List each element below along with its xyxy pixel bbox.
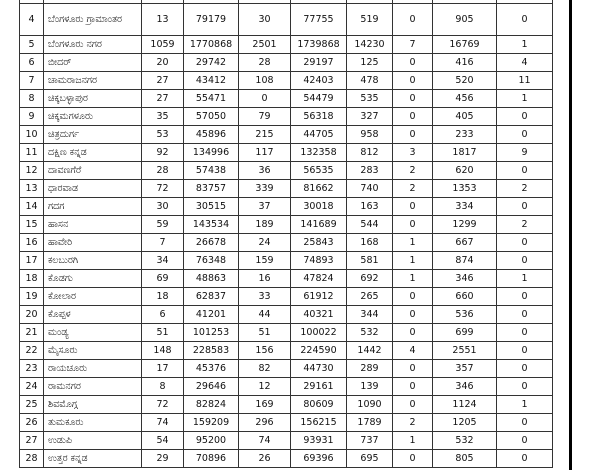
serial-number-cell: 23 — [20, 360, 44, 378]
value-cell: 0 — [497, 414, 553, 432]
table-row — [20, 234, 553, 252]
value-cell: 163 — [347, 198, 393, 216]
value-cell: 29646 — [184, 378, 239, 396]
value-cell: 1090 — [347, 396, 393, 414]
table-row — [20, 270, 553, 288]
value-cell: 74893 — [291, 252, 347, 270]
value-cell: 1353 — [433, 180, 497, 198]
value-cell: 2551 — [433, 342, 497, 360]
value-cell: 70896 — [184, 450, 239, 468]
value-cell: 344 — [347, 306, 393, 324]
value-cell: 0 — [497, 432, 553, 450]
value-cell: 233 — [433, 126, 497, 144]
serial-number-cell: 14 — [20, 198, 44, 216]
value-cell: 125 — [347, 54, 393, 72]
value-cell: 1299 — [433, 216, 497, 234]
value-cell: 265 — [347, 288, 393, 306]
value-cell: 40321 — [291, 306, 347, 324]
value-cell: 20 — [142, 54, 184, 72]
value-cell: 0 — [497, 4, 553, 36]
value-cell: 29161 — [291, 378, 347, 396]
value-cell: 1739868 — [291, 36, 347, 54]
serial-number-cell: 12 — [20, 162, 44, 180]
value-cell: 0 — [497, 234, 553, 252]
value-cell: 1059 — [142, 36, 184, 54]
value-cell: 17 — [142, 360, 184, 378]
value-cell: 0 — [497, 450, 553, 468]
value-cell: 0 — [239, 90, 291, 108]
serial-number-cell: 4 — [20, 4, 44, 36]
value-cell: 156 — [239, 342, 291, 360]
table-row — [20, 360, 553, 378]
value-cell: 9 — [497, 144, 553, 162]
value-cell: 30018 — [291, 198, 347, 216]
value-cell: 0 — [393, 108, 433, 126]
district-name-cell: ಚಿಕ್ಕಬಳ್ಳಾಪುರ — [44, 90, 142, 108]
value-cell: 44705 — [291, 126, 347, 144]
value-cell: 11 — [497, 72, 553, 90]
value-cell: 215 — [239, 126, 291, 144]
value-cell: 283 — [347, 162, 393, 180]
value-cell: 0 — [497, 108, 553, 126]
value-cell: 620 — [433, 162, 497, 180]
value-cell: 1 — [497, 90, 553, 108]
serial-number-cell: 6 — [20, 54, 44, 72]
value-cell: 24 — [239, 234, 291, 252]
district-name-cell: ದಾವಣಗೆರೆ — [44, 162, 142, 180]
value-cell: 45376 — [184, 360, 239, 378]
value-cell: 0 — [393, 378, 433, 396]
value-cell: 0 — [393, 396, 433, 414]
value-cell: 535 — [347, 90, 393, 108]
value-cell: 25843 — [291, 234, 347, 252]
value-cell: 6 — [142, 306, 184, 324]
value-cell: 76348 — [184, 252, 239, 270]
value-cell: 1124 — [433, 396, 497, 414]
district-name-cell: ರಾಮನಗರ — [44, 378, 142, 396]
value-cell: 44730 — [291, 360, 347, 378]
value-cell: 532 — [347, 324, 393, 342]
value-cell: 16769 — [433, 36, 497, 54]
value-cell: 1 — [393, 234, 433, 252]
value-cell: 134996 — [184, 144, 239, 162]
value-cell: 296 — [239, 414, 291, 432]
value-cell: 80609 — [291, 396, 347, 414]
district-name-cell: ಹಾವೇರಿ — [44, 234, 142, 252]
serial-number-cell: 13 — [20, 180, 44, 198]
value-cell: 132358 — [291, 144, 347, 162]
value-cell: 34 — [142, 252, 184, 270]
value-cell: 0 — [393, 72, 433, 90]
table-row — [20, 108, 553, 126]
table-row — [20, 306, 553, 324]
value-cell: 45896 — [184, 126, 239, 144]
value-cell: 544 — [347, 216, 393, 234]
serial-number-cell: 28 — [20, 450, 44, 468]
value-cell: 18 — [142, 288, 184, 306]
value-cell: 54479 — [291, 90, 347, 108]
value-cell: 56318 — [291, 108, 347, 126]
value-cell: 42403 — [291, 72, 347, 90]
district-name-cell: ಉತ್ತರ ಕನ್ನಡ — [44, 450, 142, 468]
value-cell: 69 — [142, 270, 184, 288]
table-row — [20, 144, 553, 162]
value-cell: 0 — [393, 54, 433, 72]
value-cell: 0 — [393, 360, 433, 378]
value-cell: 54 — [142, 432, 184, 450]
serial-number-cell: 17 — [20, 252, 44, 270]
value-cell: 168 — [347, 234, 393, 252]
district-name-cell: ಗದಗ — [44, 198, 142, 216]
value-cell: 695 — [347, 450, 393, 468]
value-cell: 660 — [433, 288, 497, 306]
serial-number-cell: 11 — [20, 144, 44, 162]
value-cell: 169 — [239, 396, 291, 414]
value-cell: 0 — [393, 90, 433, 108]
district-name-cell: ಕೊಪ್ಪಳ — [44, 306, 142, 324]
district-name-cell: ಧಾರವಾಡ — [44, 180, 142, 198]
value-cell: 28 — [142, 162, 184, 180]
district-name-cell: ಚಾಮರಾಜನಗರ — [44, 72, 142, 90]
value-cell: 519 — [347, 4, 393, 36]
value-cell: 416 — [433, 54, 497, 72]
value-cell: 1 — [393, 270, 433, 288]
value-cell: 16 — [239, 270, 291, 288]
serial-number-cell: 8 — [20, 90, 44, 108]
value-cell: 55471 — [184, 90, 239, 108]
value-cell: 224590 — [291, 342, 347, 360]
district-name-cell: ಮೈಸೂರು — [44, 342, 142, 360]
serial-number-cell: 5 — [20, 36, 44, 54]
value-cell: 0 — [393, 4, 433, 36]
serial-number-cell: 7 — [20, 72, 44, 90]
value-cell: 0 — [393, 324, 433, 342]
value-cell: 29 — [142, 450, 184, 468]
value-cell: 79179 — [184, 4, 239, 36]
value-cell: 346 — [433, 270, 497, 288]
value-cell: 101253 — [184, 324, 239, 342]
value-cell: 30 — [142, 198, 184, 216]
table-row — [20, 324, 553, 342]
value-cell: 117 — [239, 144, 291, 162]
value-cell: 0 — [497, 378, 553, 396]
value-cell: 141689 — [291, 216, 347, 234]
value-cell: 37 — [239, 198, 291, 216]
value-cell: 61912 — [291, 288, 347, 306]
value-cell: 57438 — [184, 162, 239, 180]
value-cell: 405 — [433, 108, 497, 126]
table-row — [20, 90, 553, 108]
value-cell: 532 — [433, 432, 497, 450]
value-cell: 74 — [142, 414, 184, 432]
table-row — [20, 216, 553, 234]
value-cell: 1 — [393, 432, 433, 450]
value-cell: 2 — [393, 180, 433, 198]
value-cell: 36 — [239, 162, 291, 180]
value-cell: 8 — [142, 378, 184, 396]
value-cell: 2 — [393, 414, 433, 432]
value-cell: 57050 — [184, 108, 239, 126]
district-name-cell: ರಾಯಚೂರು — [44, 360, 142, 378]
value-cell: 3 — [393, 144, 433, 162]
district-name-cell: ಕಲಬುರಗಿ — [44, 252, 142, 270]
value-cell: 189 — [239, 216, 291, 234]
value-cell: 478 — [347, 72, 393, 90]
value-cell: 357 — [433, 360, 497, 378]
serial-number-cell: 27 — [20, 432, 44, 450]
table-row — [20, 414, 553, 432]
value-cell: 339 — [239, 180, 291, 198]
value-cell: 2 — [393, 162, 433, 180]
table-row — [20, 396, 553, 414]
value-cell: 77755 — [291, 4, 347, 36]
vertical-rule — [569, 0, 572, 470]
value-cell: 29197 — [291, 54, 347, 72]
value-cell: 0 — [497, 360, 553, 378]
table-row — [20, 378, 553, 396]
value-cell: 69396 — [291, 450, 347, 468]
value-cell: 27 — [142, 72, 184, 90]
value-cell: 72 — [142, 180, 184, 198]
value-cell: 1205 — [433, 414, 497, 432]
value-cell: 1 — [497, 36, 553, 54]
value-cell: 35 — [142, 108, 184, 126]
value-cell: 2501 — [239, 36, 291, 54]
value-cell: 289 — [347, 360, 393, 378]
value-cell: 26 — [239, 450, 291, 468]
value-cell: 56535 — [291, 162, 347, 180]
value-cell: 72 — [142, 396, 184, 414]
value-cell: 4 — [497, 54, 553, 72]
value-cell: 0 — [497, 306, 553, 324]
district-name-cell: ತುಮಕೂರು — [44, 414, 142, 432]
value-cell: 93931 — [291, 432, 347, 450]
value-cell: 29742 — [184, 54, 239, 72]
value-cell: 143534 — [184, 216, 239, 234]
value-cell: 30515 — [184, 198, 239, 216]
value-cell: 0 — [497, 342, 553, 360]
value-cell: 812 — [347, 144, 393, 162]
serial-number-cell: 15 — [20, 216, 44, 234]
value-cell: 1442 — [347, 342, 393, 360]
value-cell: 28 — [239, 54, 291, 72]
value-cell: 100022 — [291, 324, 347, 342]
value-cell: 81662 — [291, 180, 347, 198]
value-cell: 0 — [393, 126, 433, 144]
table-row — [20, 126, 553, 144]
value-cell: 874 — [433, 252, 497, 270]
value-cell: 82 — [239, 360, 291, 378]
value-cell: 51 — [239, 324, 291, 342]
serial-number-cell: 24 — [20, 378, 44, 396]
serial-number-cell: 20 — [20, 306, 44, 324]
table-row — [20, 450, 553, 468]
value-cell: 0 — [497, 198, 553, 216]
value-cell: 1770868 — [184, 36, 239, 54]
serial-number-cell: 19 — [20, 288, 44, 306]
district-name-cell: ಕೋಲಾರ — [44, 288, 142, 306]
value-cell: 156215 — [291, 414, 347, 432]
serial-number-cell: 18 — [20, 270, 44, 288]
value-cell: 27 — [142, 90, 184, 108]
value-cell: 95200 — [184, 432, 239, 450]
value-cell: 740 — [347, 180, 393, 198]
value-cell: 0 — [497, 162, 553, 180]
value-cell: 327 — [347, 108, 393, 126]
value-cell: 48863 — [184, 270, 239, 288]
value-cell: 43412 — [184, 72, 239, 90]
value-cell: 0 — [393, 216, 433, 234]
serial-number-cell: 16 — [20, 234, 44, 252]
value-cell: 520 — [433, 72, 497, 90]
value-cell: 14230 — [347, 36, 393, 54]
district-data-table — [19, 0, 553, 468]
value-cell: 0 — [497, 252, 553, 270]
value-cell: 44 — [239, 306, 291, 324]
value-cell: 1 — [393, 252, 433, 270]
serial-number-cell: 25 — [20, 396, 44, 414]
value-cell: 0 — [393, 306, 433, 324]
value-cell: 0 — [497, 126, 553, 144]
value-cell: 667 — [433, 234, 497, 252]
table-row — [20, 4, 553, 36]
value-cell: 1789 — [347, 414, 393, 432]
serial-number-cell: 21 — [20, 324, 44, 342]
value-cell: 30 — [239, 4, 291, 36]
value-cell: 699 — [433, 324, 497, 342]
value-cell: 82824 — [184, 396, 239, 414]
district-name-cell: ಕೊಡಗು — [44, 270, 142, 288]
table-body — [20, 0, 553, 468]
value-cell: 0 — [393, 198, 433, 216]
value-cell: 13 — [142, 4, 184, 36]
table-row — [20, 432, 553, 450]
value-cell: 958 — [347, 126, 393, 144]
value-cell: 26678 — [184, 234, 239, 252]
value-cell: 41201 — [184, 306, 239, 324]
value-cell: 228583 — [184, 342, 239, 360]
district-name-cell: ಬೆಂಗಳೂರು ನಗರ — [44, 36, 142, 54]
serial-number-cell: 10 — [20, 126, 44, 144]
district-name-cell: ಬೆಂಗಳೂರು ಗ್ರಾಮಾಂತರ — [44, 4, 142, 36]
value-cell: 62837 — [184, 288, 239, 306]
value-cell: 2 — [497, 180, 553, 198]
serial-number-cell: 26 — [20, 414, 44, 432]
table-row — [20, 54, 553, 72]
value-cell: 83757 — [184, 180, 239, 198]
table-row — [20, 288, 553, 306]
value-cell: 692 — [347, 270, 393, 288]
value-cell: 346 — [433, 378, 497, 396]
district-name-cell: ಚಿತ್ರದುರ್ಗ — [44, 126, 142, 144]
value-cell: 536 — [433, 306, 497, 324]
value-cell: 12 — [239, 378, 291, 396]
value-cell: 0 — [393, 288, 433, 306]
district-name-cell: ದಕ್ಷಿಣ ಕನ್ನಡ — [44, 144, 142, 162]
value-cell: 33 — [239, 288, 291, 306]
serial-number-cell: 22 — [20, 342, 44, 360]
serial-number-cell: 9 — [20, 108, 44, 126]
district-name-cell: ಉಡುಪಿ — [44, 432, 142, 450]
value-cell: 1 — [497, 270, 553, 288]
value-cell: 7 — [142, 234, 184, 252]
value-cell: 108 — [239, 72, 291, 90]
table-row — [20, 162, 553, 180]
value-cell: 0 — [497, 288, 553, 306]
value-cell: 0 — [497, 324, 553, 342]
table-row — [20, 252, 553, 270]
value-cell: 148 — [142, 342, 184, 360]
value-cell: 74 — [239, 432, 291, 450]
table-row — [20, 36, 553, 54]
value-cell: 805 — [433, 450, 497, 468]
value-cell: 159 — [239, 252, 291, 270]
value-cell: 1817 — [433, 144, 497, 162]
value-cell: 334 — [433, 198, 497, 216]
value-cell: 581 — [347, 252, 393, 270]
value-cell: 1 — [497, 396, 553, 414]
value-cell: 92 — [142, 144, 184, 162]
value-cell: 59 — [142, 216, 184, 234]
value-cell: 53 — [142, 126, 184, 144]
table-row — [20, 180, 553, 198]
value-cell: 2 — [497, 216, 553, 234]
value-cell: 737 — [347, 432, 393, 450]
value-cell: 905 — [433, 4, 497, 36]
value-cell: 7 — [393, 36, 433, 54]
value-cell: 79 — [239, 108, 291, 126]
table-row — [20, 198, 553, 216]
district-name-cell: ಚಿಕ್ಕಮಗಳೂರು — [44, 108, 142, 126]
table-row — [20, 72, 553, 90]
value-cell: 51 — [142, 324, 184, 342]
value-cell: 47824 — [291, 270, 347, 288]
value-cell: 0 — [393, 450, 433, 468]
value-cell: 4 — [393, 342, 433, 360]
district-name-cell: ಬೀದರ್ — [44, 54, 142, 72]
value-cell: 456 — [433, 90, 497, 108]
value-cell: 139 — [347, 378, 393, 396]
district-name-cell: ಶಿವಮೊಗ್ಗ — [44, 396, 142, 414]
value-cell: 159209 — [184, 414, 239, 432]
district-name-cell: ಮಂಡ್ಯ — [44, 324, 142, 342]
district-name-cell: ಹಾಸನ — [44, 216, 142, 234]
table-row — [20, 342, 553, 360]
